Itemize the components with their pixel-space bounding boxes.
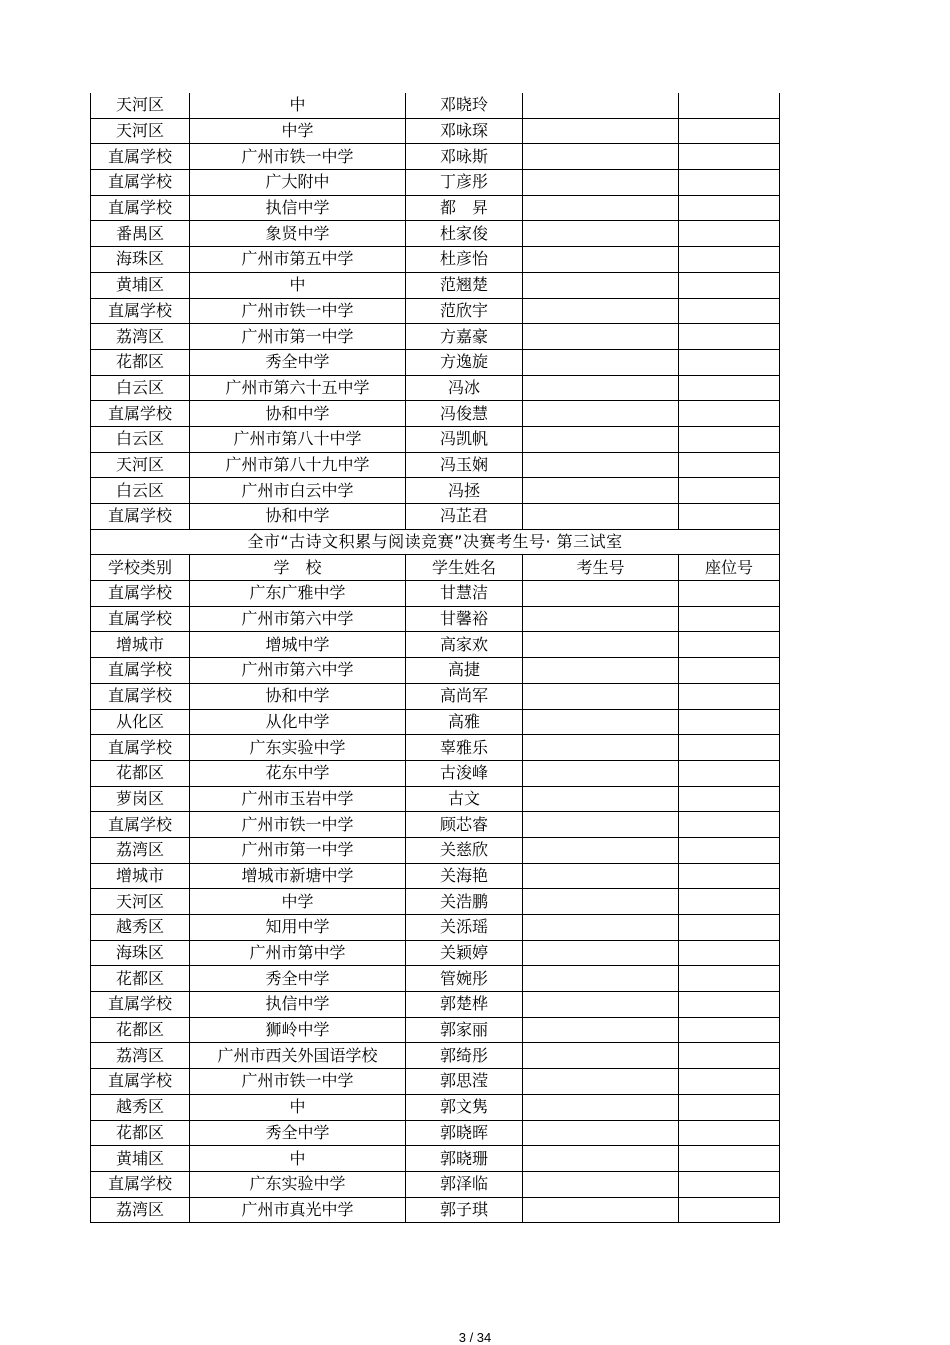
student-name-cell: 郭泽临	[406, 1171, 523, 1197]
school-cell: 广州市第一中学	[190, 837, 406, 863]
student-name-cell: 关海艳	[406, 863, 523, 889]
school-cell: 广大附中	[190, 170, 406, 196]
seat-number-cell	[679, 324, 780, 350]
seat-number-cell	[679, 940, 780, 966]
school-cell: 秀全中学	[190, 966, 406, 992]
school-category-cell: 直属学校	[91, 606, 190, 632]
exam-number-cell	[523, 1197, 679, 1223]
student-name-cell: 杜家俊	[406, 221, 523, 247]
school-category-cell: 直属学校	[91, 812, 190, 838]
exam-number-cell	[523, 93, 679, 118]
student-name-cell: 方嘉豪	[406, 324, 523, 350]
school-category-cell: 萝岗区	[91, 786, 190, 812]
seat-number-cell	[679, 863, 780, 889]
exam-number-cell	[523, 915, 679, 941]
school-category-cell: 花都区	[91, 966, 190, 992]
exam-number-cell	[523, 683, 679, 709]
school-category-cell: 天河区	[91, 452, 190, 478]
school-category-cell: 白云区	[91, 426, 190, 452]
school-cell: 中学	[190, 889, 406, 915]
header-student-name: 学生姓名	[406, 555, 523, 581]
seat-number-cell	[679, 683, 780, 709]
table-row	[91, 375, 780, 401]
table-row	[91, 735, 780, 761]
seat-number-cell	[679, 375, 780, 401]
table-row	[91, 93, 780, 118]
seat-number-cell	[679, 93, 780, 118]
student-name-cell: 郭子琪	[406, 1197, 523, 1223]
school-cell: 广州市玉岩中学	[190, 786, 406, 812]
exam-number-cell	[523, 478, 679, 504]
seat-number-cell	[679, 837, 780, 863]
table-row	[91, 504, 780, 530]
school-cell: 增城市新塘中学	[190, 863, 406, 889]
student-name-cell: 郭文隽	[406, 1094, 523, 1120]
seat-number-cell	[679, 1043, 780, 1069]
school-category-cell: 增城市	[91, 632, 190, 658]
student-name-cell: 郭绮彤	[406, 1043, 523, 1069]
exam-number-cell	[523, 1043, 679, 1069]
school-category-cell: 花都区	[91, 760, 190, 786]
school-category-cell: 花都区	[91, 1120, 190, 1146]
table-row	[91, 272, 780, 298]
seat-number-cell	[679, 632, 780, 658]
school-cell: 协和中学	[190, 683, 406, 709]
student-name-cell: 高尚军	[406, 683, 523, 709]
exam-number-cell	[523, 1017, 679, 1043]
table-row	[91, 812, 780, 838]
seat-number-cell	[679, 966, 780, 992]
student-name-cell: 关浩鹏	[406, 889, 523, 915]
school-category-cell: 直属学校	[91, 992, 190, 1018]
table-row	[91, 992, 780, 1018]
school-category-cell: 花都区	[91, 1017, 190, 1043]
exam-number-cell	[523, 658, 679, 684]
table-row	[91, 709, 780, 735]
student-name-cell: 管婉彤	[406, 966, 523, 992]
exam-number-cell	[523, 170, 679, 196]
student-name-cell: 辜雅乐	[406, 735, 523, 761]
school-cell: 广东实验中学	[190, 735, 406, 761]
school-category-cell: 番禺区	[91, 221, 190, 247]
table-row	[91, 1043, 780, 1069]
student-name-cell: 杜彦怡	[406, 247, 523, 273]
student-name-cell: 高捷	[406, 658, 523, 684]
student-name-cell: 关泺瑶	[406, 915, 523, 941]
seat-number-cell	[679, 606, 780, 632]
student-name-cell: 邓晓玲	[406, 93, 523, 118]
school-category-cell: 黄埔区	[91, 272, 190, 298]
school-category-cell: 黄埔区	[91, 1146, 190, 1172]
exam-number-cell	[523, 992, 679, 1018]
table-row	[91, 889, 780, 915]
student-name-cell: 都 昇	[406, 195, 523, 221]
exam-number-cell	[523, 966, 679, 992]
exam-number-cell	[523, 1171, 679, 1197]
school-category-cell: 直属学校	[91, 658, 190, 684]
exam-number-cell	[523, 324, 679, 350]
school-cell: 中	[190, 272, 406, 298]
seat-number-cell	[679, 735, 780, 761]
school-category-cell: 越秀区	[91, 915, 190, 941]
school-category-cell: 越秀区	[91, 1094, 190, 1120]
seat-number-cell	[679, 298, 780, 324]
seat-number-cell	[679, 915, 780, 941]
seat-number-cell	[679, 1094, 780, 1120]
exam-number-cell	[523, 581, 679, 607]
exam-number-cell	[523, 504, 679, 530]
table-row	[91, 1094, 780, 1120]
school-category-cell: 花都区	[91, 349, 190, 375]
student-name-cell: 关慈欣	[406, 837, 523, 863]
table-row	[91, 915, 780, 941]
student-name-cell: 范欣宇	[406, 298, 523, 324]
school-cell: 广州市第六十五中学	[190, 375, 406, 401]
seat-number-cell	[679, 1146, 780, 1172]
school-category-cell: 荔湾区	[91, 1043, 190, 1069]
table-row	[91, 940, 780, 966]
exam-number-cell	[523, 1069, 679, 1095]
school-cell: 象贤中学	[190, 221, 406, 247]
table-row	[91, 581, 780, 607]
student-name-cell: 范翘楚	[406, 272, 523, 298]
seat-number-cell	[679, 144, 780, 170]
table-row	[91, 863, 780, 889]
school-category-cell: 荔湾区	[91, 324, 190, 350]
seat-number-cell	[679, 1120, 780, 1146]
school-cell: 从化中学	[190, 709, 406, 735]
seat-number-cell	[679, 581, 780, 607]
exam-number-cell	[523, 632, 679, 658]
table-row	[91, 1069, 780, 1095]
table-row	[91, 401, 780, 427]
page-number: 3 / 34	[458, 1330, 492, 1345]
school-cell: 广州市西关外国语学校	[190, 1043, 406, 1069]
school-cell: 广州市铁一中学	[190, 298, 406, 324]
school-category-cell: 天河区	[91, 93, 190, 118]
school-category-cell: 直属学校	[91, 195, 190, 221]
exam-number-cell	[523, 221, 679, 247]
exam-number-cell	[523, 812, 679, 838]
school-cell: 广州市第六中学	[190, 658, 406, 684]
school-cell: 中	[190, 1146, 406, 1172]
exam-number-cell	[523, 144, 679, 170]
student-name-cell: 顾芯睿	[406, 812, 523, 838]
seat-number-cell	[679, 478, 780, 504]
student-name-cell: 高雅	[406, 709, 523, 735]
school-cell: 广东实验中学	[190, 1171, 406, 1197]
exam-number-cell	[523, 118, 679, 144]
school-cell: 广州市铁一中学	[190, 1069, 406, 1095]
school-cell: 广州市铁一中学	[190, 144, 406, 170]
seat-number-cell	[679, 118, 780, 144]
student-name-cell: 方逸旋	[406, 349, 523, 375]
student-name-cell: 冯玉娴	[406, 452, 523, 478]
table-row	[91, 195, 780, 221]
table-row	[91, 1171, 780, 1197]
exam-number-cell	[523, 1146, 679, 1172]
exam-number-cell	[523, 426, 679, 452]
student-name-cell: 郭楚桦	[406, 992, 523, 1018]
header-exam-number: 考生号	[523, 555, 679, 581]
school-category-cell: 直属学校	[91, 298, 190, 324]
student-name-cell: 郭家丽	[406, 1017, 523, 1043]
exam-number-cell	[523, 401, 679, 427]
exam-number-cell	[523, 298, 679, 324]
school-cell: 中学	[190, 118, 406, 144]
school-category-cell: 直属学校	[91, 1171, 190, 1197]
seat-number-cell	[679, 1069, 780, 1095]
student-name-cell: 古浚峰	[406, 760, 523, 786]
header-school: 学 校	[190, 555, 406, 581]
school-category-cell: 直属学校	[91, 170, 190, 196]
school-category-cell: 海珠区	[91, 940, 190, 966]
seat-number-cell	[679, 272, 780, 298]
exam-number-cell	[523, 863, 679, 889]
seat-number-cell	[679, 1171, 780, 1197]
school-category-cell: 白云区	[91, 478, 190, 504]
table-row	[91, 118, 780, 144]
exam-seating-table	[90, 93, 780, 1223]
exam-number-cell	[523, 735, 679, 761]
school-cell: 协和中学	[190, 504, 406, 530]
seat-number-cell	[679, 349, 780, 375]
exam-number-cell	[523, 375, 679, 401]
seat-number-cell	[679, 992, 780, 1018]
section-title-row	[91, 529, 780, 555]
table-row	[91, 298, 780, 324]
seat-number-cell	[679, 760, 780, 786]
exam-number-cell	[523, 452, 679, 478]
school-cell: 广州市第中学	[190, 940, 406, 966]
table-row	[91, 452, 780, 478]
student-name-cell: 郭晓晖	[406, 1120, 523, 1146]
table-row	[91, 966, 780, 992]
header-school-category: 学校类别	[91, 555, 190, 581]
table-row	[91, 786, 780, 812]
table-row	[91, 144, 780, 170]
student-name-cell: 甘馨裕	[406, 606, 523, 632]
seat-number-cell	[679, 452, 780, 478]
exam-number-cell	[523, 349, 679, 375]
table-row	[91, 221, 780, 247]
school-cell: 广州市真光中学	[190, 1197, 406, 1223]
school-category-cell: 直属学校	[91, 144, 190, 170]
school-category-cell: 直属学校	[91, 401, 190, 427]
student-name-cell: 冯俊慧	[406, 401, 523, 427]
student-name-cell: 郭思滢	[406, 1069, 523, 1095]
student-name-cell: 邓咏琛	[406, 118, 523, 144]
school-cell: 增城中学	[190, 632, 406, 658]
school-cell: 广州市第八十中学	[190, 426, 406, 452]
exam-number-cell	[523, 272, 679, 298]
table-row	[91, 1017, 780, 1043]
table-row	[91, 1146, 780, 1172]
student-name-cell: 冯拯	[406, 478, 523, 504]
table-row	[91, 606, 780, 632]
school-cell: 秀全中学	[190, 1120, 406, 1146]
student-name-cell: 冯冰	[406, 375, 523, 401]
table-row	[91, 837, 780, 863]
seat-number-cell	[679, 170, 780, 196]
school-cell: 广州市第六中学	[190, 606, 406, 632]
school-cell: 花东中学	[190, 760, 406, 786]
student-name-cell: 冯芷君	[406, 504, 523, 530]
school-category-cell: 白云区	[91, 375, 190, 401]
exam-number-cell	[523, 1120, 679, 1146]
exam-number-cell	[523, 889, 679, 915]
student-name-cell: 甘慧洁	[406, 581, 523, 607]
school-category-cell: 直属学校	[91, 1069, 190, 1095]
table-row	[91, 760, 780, 786]
school-cell: 广州市铁一中学	[190, 812, 406, 838]
school-category-cell: 直属学校	[91, 504, 190, 530]
table-row	[91, 349, 780, 375]
school-cell: 执信中学	[190, 992, 406, 1018]
table-row	[91, 632, 780, 658]
table-row	[91, 478, 780, 504]
school-cell: 中	[190, 1094, 406, 1120]
school-category-cell: 荔湾区	[91, 837, 190, 863]
school-cell: 广州市第一中学	[190, 324, 406, 350]
table-row	[91, 658, 780, 684]
student-name-cell: 郭晓珊	[406, 1146, 523, 1172]
seat-number-cell	[679, 504, 780, 530]
seat-number-cell	[679, 658, 780, 684]
exam-number-cell	[523, 940, 679, 966]
seat-number-cell	[679, 401, 780, 427]
exam-number-cell	[523, 837, 679, 863]
seat-number-cell	[679, 786, 780, 812]
table-row	[91, 247, 780, 273]
exam-number-cell	[523, 195, 679, 221]
school-cell: 执信中学	[190, 195, 406, 221]
seat-number-cell	[679, 1017, 780, 1043]
seat-number-cell	[679, 709, 780, 735]
table-row	[91, 1197, 780, 1223]
student-name-cell: 丁彦彤	[406, 170, 523, 196]
school-cell: 协和中学	[190, 401, 406, 427]
seat-number-cell	[679, 247, 780, 273]
school-cell: 秀全中学	[190, 349, 406, 375]
school-category-cell: 直属学校	[91, 735, 190, 761]
exam-number-cell	[523, 606, 679, 632]
student-name-cell: 冯凯帆	[406, 426, 523, 452]
exam-number-cell	[523, 247, 679, 273]
school-category-cell: 直属学校	[91, 683, 190, 709]
school-cell: 知用中学	[190, 915, 406, 941]
student-name-cell: 关颖婷	[406, 940, 523, 966]
school-cell: 狮岭中学	[190, 1017, 406, 1043]
seat-number-cell	[679, 426, 780, 452]
header-seat-number: 座位号	[679, 555, 780, 581]
exam-number-cell	[523, 760, 679, 786]
school-cell: 广州市第八十九中学	[190, 452, 406, 478]
table-row	[91, 683, 780, 709]
table-row	[91, 170, 780, 196]
school-cell: 中	[190, 93, 406, 118]
column-header-row	[91, 555, 780, 581]
school-category-cell: 天河区	[91, 889, 190, 915]
school-cell: 广东广雅中学	[190, 581, 406, 607]
section-title: 全市“古诗文积累与阅读竞赛”决赛考生号· 第三试室	[91, 529, 780, 555]
school-category-cell: 荔湾区	[91, 1197, 190, 1223]
seat-number-cell	[679, 812, 780, 838]
school-category-cell: 海珠区	[91, 247, 190, 273]
student-name-cell: 邓咏斯	[406, 144, 523, 170]
seat-number-cell	[679, 1197, 780, 1223]
student-name-cell: 高家欢	[406, 632, 523, 658]
school-category-cell: 天河区	[91, 118, 190, 144]
table-row	[91, 1120, 780, 1146]
school-cell: 广州市第五中学	[190, 247, 406, 273]
school-category-cell: 从化区	[91, 709, 190, 735]
seat-number-cell	[679, 221, 780, 247]
exam-number-cell	[523, 1094, 679, 1120]
seat-number-cell	[679, 195, 780, 221]
student-name-cell: 古文	[406, 786, 523, 812]
school-category-cell: 直属学校	[91, 581, 190, 607]
exam-number-cell	[523, 709, 679, 735]
seat-number-cell	[679, 889, 780, 915]
table-row	[91, 324, 780, 350]
school-category-cell: 增城市	[91, 863, 190, 889]
school-cell: 广州市白云中学	[190, 478, 406, 504]
exam-number-cell	[523, 786, 679, 812]
table-row	[91, 426, 780, 452]
